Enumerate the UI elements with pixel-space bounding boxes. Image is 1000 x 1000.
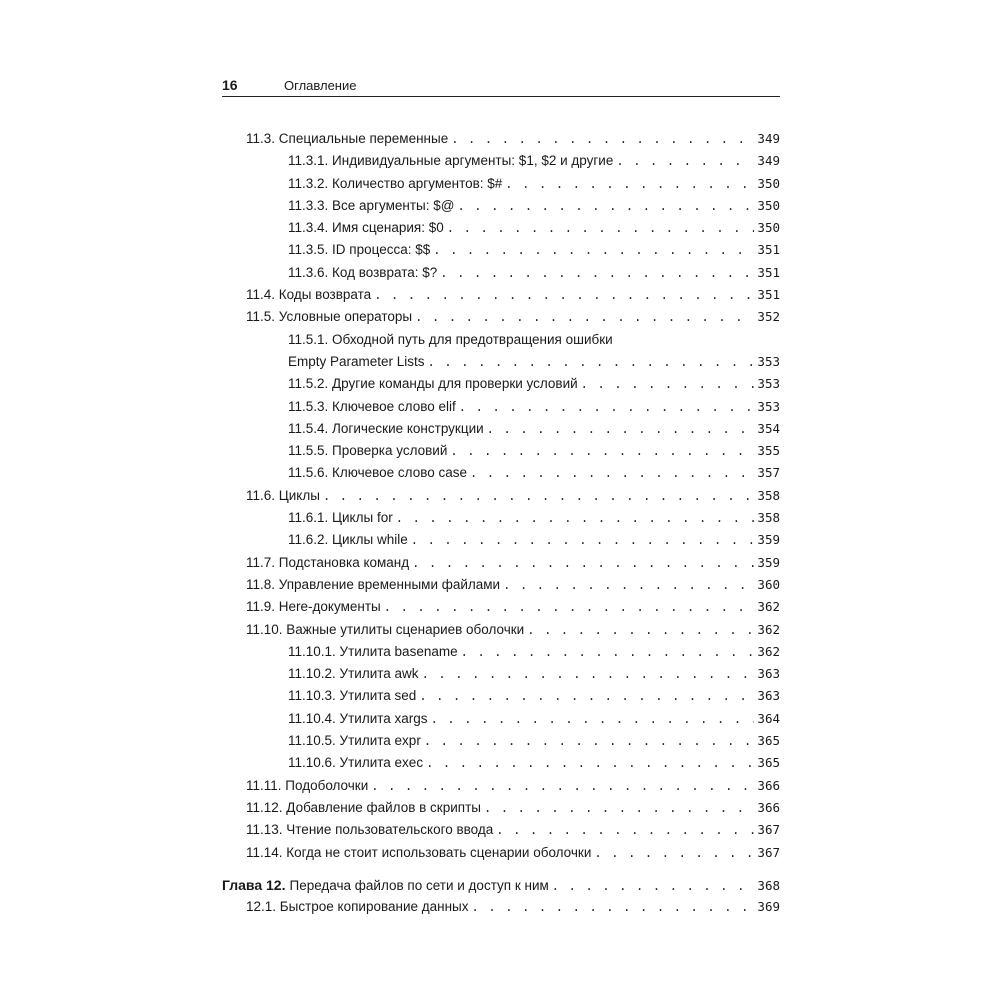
toc-entry-page: 357 xyxy=(757,465,780,481)
running-header-title: Оглавление xyxy=(284,78,357,93)
toc-entry[interactable] xyxy=(222,685,780,707)
toc-entry-title: 11.9. Here-документы xyxy=(246,599,381,615)
toc-entry-page: 362 xyxy=(757,621,780,637)
toc-entry-page: 359 xyxy=(757,554,780,570)
toc-entry-page: 360 xyxy=(757,576,780,592)
chapter-label: Глава 12. xyxy=(222,876,286,893)
toc-entry-title: 11.10.3. Утилита sed xyxy=(288,688,417,704)
dot-leader xyxy=(505,173,754,195)
toc-entry[interactable] xyxy=(222,262,780,284)
toc-entry-page: 350 xyxy=(757,197,780,213)
toc-entry-title: 11.3.3. Все аргументы: $@ xyxy=(288,197,455,213)
toc-entry-page: 368 xyxy=(757,877,780,893)
dot-leader xyxy=(426,752,754,774)
toc-entry-page: 359 xyxy=(757,532,780,548)
toc-entry-page: 353 xyxy=(757,353,780,369)
toc-entry-page: 362 xyxy=(757,599,780,615)
toc-entry-title: 11.11. Подоболочки xyxy=(246,777,369,793)
toc-entry[interactable] xyxy=(222,284,780,306)
toc-entry-page: 355 xyxy=(757,443,780,459)
dot-leader xyxy=(459,396,755,418)
dot-leader xyxy=(428,351,755,373)
dot-leader xyxy=(447,217,755,239)
toc-entry[interactable] xyxy=(222,373,780,395)
toc-entry-title: 11.10. Важные утилиты сценариев оболочки xyxy=(246,621,525,637)
toc-entry-page: 365 xyxy=(757,755,780,771)
dot-leader xyxy=(470,462,754,484)
dot-leader xyxy=(496,819,754,841)
toc-entry[interactable] xyxy=(222,619,780,641)
toc-entry[interactable] xyxy=(222,485,780,507)
toc-entry-title: 11.6.1. Циклы for xyxy=(288,510,393,526)
toc-entry[interactable] xyxy=(222,329,780,374)
toc-entry[interactable] xyxy=(222,150,780,172)
running-header xyxy=(222,76,780,97)
toc-entry-title: Передача файлов по сети и доступ к ним xyxy=(289,877,549,893)
dot-leader xyxy=(415,306,754,328)
toc-entry[interactable] xyxy=(222,708,780,730)
toc-entry-title: 11.8. Управление временными файлами xyxy=(246,576,501,592)
toc-entry-page: 353 xyxy=(757,376,780,392)
dot-leader xyxy=(457,195,754,217)
toc-entry-page: 358 xyxy=(757,510,780,526)
toc-entry-page: 369 xyxy=(757,899,780,915)
dot-leader xyxy=(484,797,754,819)
dot-leader xyxy=(396,507,755,529)
toc-entry-page: 350 xyxy=(757,175,780,191)
toc-entry-title: 11.5.3. Ключевое слово elif xyxy=(288,398,456,414)
dot-leader xyxy=(472,896,755,918)
toc-entry[interactable] xyxy=(222,128,780,150)
toc-entry[interactable] xyxy=(222,752,780,774)
toc-entry-page: 367 xyxy=(757,844,780,860)
dot-leader xyxy=(411,529,755,551)
dot-leader xyxy=(412,552,754,574)
dot-leader xyxy=(374,284,754,306)
toc-entry-page: 366 xyxy=(757,777,780,793)
toc-entry-title: 11.5.5. Проверка условий xyxy=(288,443,448,459)
toc-entry-title: 11.10.4. Утилита xargs xyxy=(288,710,428,726)
toc-entry-page: 367 xyxy=(757,822,780,838)
toc-entry[interactable] xyxy=(222,896,780,918)
toc-entry[interactable] xyxy=(222,529,780,551)
toc-entry-title: 11.4. Коды возврата xyxy=(246,287,372,303)
toc-entry-title: 11.5.1. Обходной путь для предотвращения ошибки xyxy=(288,331,613,347)
toc-entry[interactable] xyxy=(222,396,780,418)
toc-entry[interactable] xyxy=(222,418,780,440)
toc-entry[interactable] xyxy=(222,217,780,239)
toc-entry-page: 353 xyxy=(757,398,780,414)
toc-entry-title: 12.1. Быстрое копирование данных xyxy=(246,899,469,915)
dot-leader xyxy=(451,128,754,150)
toc-entry-title: 11.3.1. Индивидуальные аргументы: $1, $2 и другие xyxy=(288,153,614,169)
toc-entry-page: 364 xyxy=(757,710,780,726)
page-number: 16 xyxy=(222,77,238,93)
toc-entry-title: 11.6.2. Циклы while xyxy=(288,532,408,548)
toc-entry-page: 351 xyxy=(757,287,780,303)
toc-entry-title: 11.5.4. Логические конструкции xyxy=(288,420,484,436)
toc-entry[interactable] xyxy=(222,819,780,841)
toc-entry[interactable] xyxy=(222,663,780,685)
dot-leader xyxy=(581,373,755,395)
toc-entry-title: 11.3. Специальные переменные xyxy=(246,131,449,146)
toc-entry-page: 350 xyxy=(757,220,780,236)
dot-leader xyxy=(323,485,754,507)
dot-leader xyxy=(371,775,754,797)
toc-entry-title: 11.7. Подстановка команд xyxy=(246,554,410,570)
dot-leader xyxy=(503,574,754,596)
toc-entry[interactable] xyxy=(222,306,780,328)
book-page xyxy=(222,0,780,1000)
toc-entry-title: 11.12. Добавление файлов в скрипты xyxy=(246,799,481,815)
toc-entry-title: 11.10.5. Утилита expr xyxy=(288,733,421,749)
toc-entry-title: 11.13. Чтение пользовательского ввода xyxy=(246,822,494,838)
toc-entry-page: 352 xyxy=(757,309,780,325)
toc-entry-title: 11.6. Циклы xyxy=(246,487,320,503)
toc-entry[interactable] xyxy=(222,462,780,484)
dot-leader xyxy=(461,641,755,663)
toc-chapter-entry[interactable] xyxy=(222,874,780,896)
toc-entry-page: 365 xyxy=(757,733,780,749)
toc-entry[interactable] xyxy=(222,507,780,529)
toc-entry-title: 11.3.4. Имя сценария: $0 xyxy=(288,220,444,236)
toc-entry-title: 11.3.6. Код возврата: $? xyxy=(288,264,438,280)
dot-leader xyxy=(487,418,755,440)
toc-entry[interactable] xyxy=(222,173,780,195)
dot-leader xyxy=(450,440,754,462)
toc-entry-title: 11.14. Когда не стоит использовать сценарии оболочки xyxy=(246,844,592,860)
dot-leader xyxy=(422,663,755,685)
toc-entry[interactable] xyxy=(222,775,780,797)
toc-entry-page: 358 xyxy=(757,487,780,503)
toc-entry-page: 354 xyxy=(757,420,780,436)
toc-entry[interactable] xyxy=(222,239,780,261)
toc-entry-page: 351 xyxy=(757,242,780,258)
toc-entry-page: 362 xyxy=(757,643,780,659)
toc-entry-title: 11.5.2. Другие команды для проверки условий xyxy=(288,376,578,392)
toc-entry-page: 363 xyxy=(757,688,780,704)
dot-leader xyxy=(419,685,754,707)
toc-entry-page: 366 xyxy=(757,799,780,815)
toc-entry[interactable] xyxy=(222,596,780,618)
dot-leader xyxy=(594,842,754,864)
dot-leader xyxy=(527,619,754,641)
toc-entry-title-continued: Empty Parameter Lists xyxy=(288,353,425,369)
toc-entry-title: 11.3.5. ID процесса: $$ xyxy=(288,242,431,258)
table-of-contents xyxy=(222,128,780,918)
toc-entry[interactable] xyxy=(222,641,780,663)
dot-leader xyxy=(384,596,755,618)
toc-entry-page: 351 xyxy=(757,264,780,280)
toc-entry-title: 11.10.1. Утилита basename xyxy=(288,643,458,659)
toc-entry[interactable] xyxy=(222,730,780,752)
toc-entry[interactable] xyxy=(222,842,780,864)
dot-leader xyxy=(431,708,755,730)
dot-leader xyxy=(424,730,755,752)
toc-entry-title: 11.3.2. Количество аргументов: $# xyxy=(288,175,503,191)
toc-entry[interactable] xyxy=(222,195,780,217)
dot-leader xyxy=(433,239,754,261)
toc-entry-page: 349 xyxy=(757,153,780,169)
toc-entry-page: 363 xyxy=(757,666,780,682)
toc-entry-title: 11.5.6. Ключевое слово case xyxy=(288,465,468,481)
toc-entry-title: 11.10.6. Утилита exec xyxy=(288,755,424,771)
toc-entry[interactable] xyxy=(222,797,780,819)
toc-entry-title: 11.10.2. Утилита awk xyxy=(288,666,419,682)
toc-entry[interactable] xyxy=(222,440,780,462)
toc-entry-page: 349 xyxy=(757,131,780,146)
toc-entry[interactable] xyxy=(222,574,780,596)
dot-leader xyxy=(616,150,754,172)
toc-entry[interactable] xyxy=(222,552,780,574)
dot-leader xyxy=(440,262,754,284)
dot-leader xyxy=(552,875,755,897)
toc-entry-title: 11.5. Условные операторы xyxy=(246,309,413,325)
